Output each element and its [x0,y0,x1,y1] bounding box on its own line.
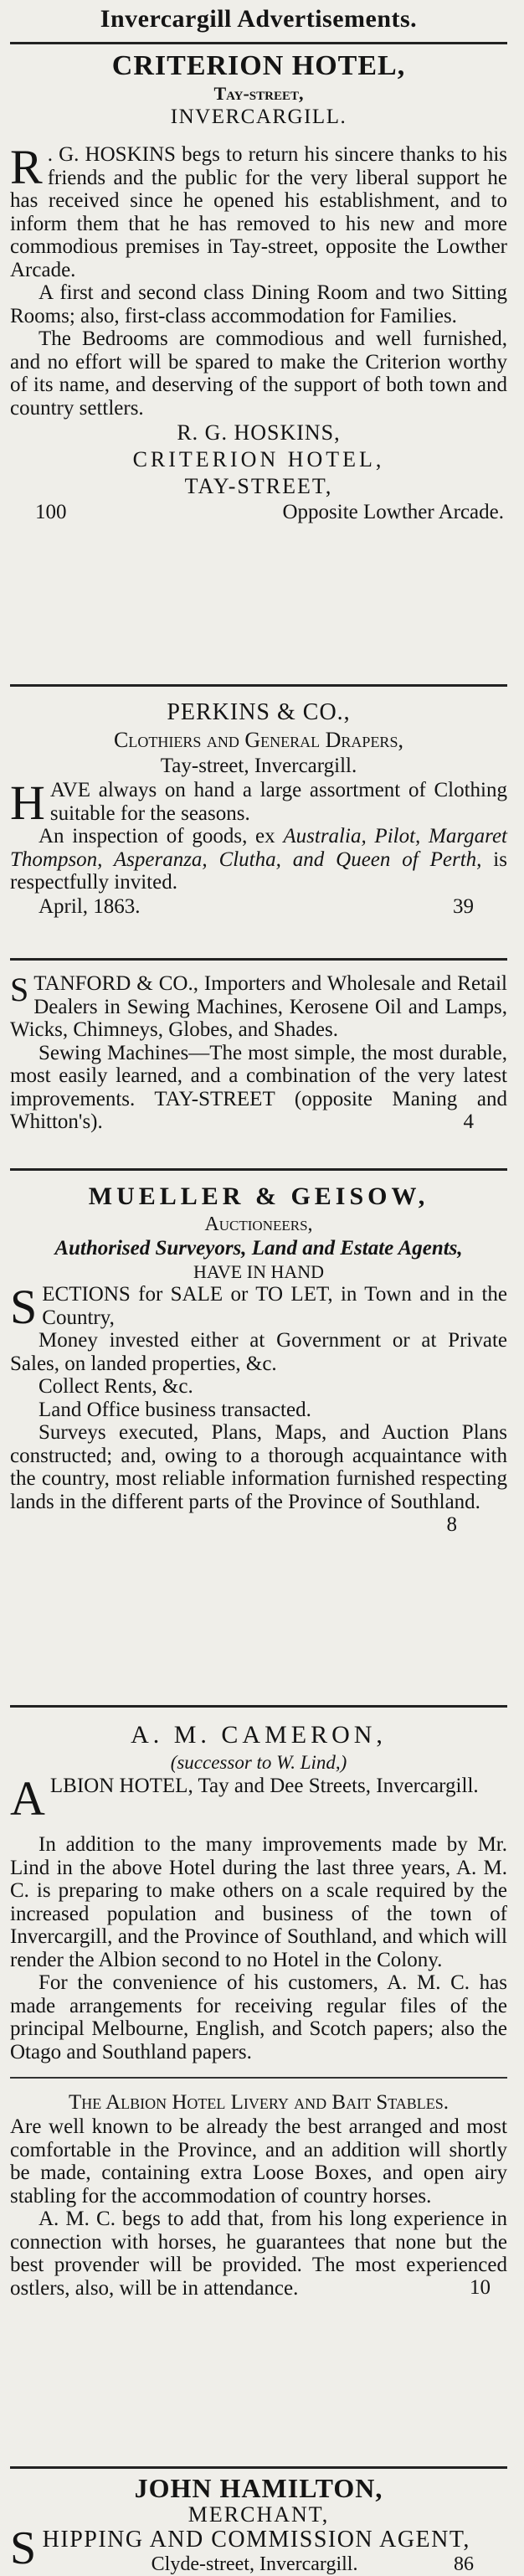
ad-paragraph: A first and second class Dining Room and two Sitting Rooms; also, first-class accommodation for Families. [10,281,507,327]
drop-cap: S [10,2522,38,2574]
masthead-rule [10,42,507,44]
ad-hotel-name: CRITERION HOTEL, [132,447,385,471]
ad-paragraph: ECTIONS for SALE or TO LET, in Town and in the Country, [42,1283,507,1329]
ad-paragraph: An inspection of goods, ex Australia, Pilot, Margaret Thompson, Asperanza, Clutha, and Queen of Perth, is respectfully invited. [10,825,507,894]
ad-trade: Clothiers and General Drapers, [114,728,403,752]
ad-paragraph: . G. HOSKINS begs to return his sincere thanks to his friends and the public for the very liberal support he has received since he opened his establishment, and to inform them that he has removed to his new and more commodious premises in Tay-street, opposite the Lowther Arcade. [10,143,507,281]
ad-number: 8 [446,1513,457,1536]
ad-role-2: Authorised Surveyors, Land and Estate Agents, [54,1237,463,1260]
masthead: Invercargill Advertisements. [100,5,418,33]
divider [10,1705,507,1708]
ad-number: 4 [463,1110,474,1133]
ad-paragraph: Collect Rents, &c. [39,1375,193,1398]
ad-number: 86 [454,2553,474,2575]
section-rule [10,2077,507,2079]
divider [10,958,507,961]
ad-address: TAY-STREET, [184,474,333,498]
divider [10,2466,507,2469]
ad-paragraph: TANFORD & CO., Importers and Wholesale and Retail Dealers in Sewing Machines, Kerosene Oil and Lamps, Wicks, Chimneys, Globes, and Shades. [10,972,507,1041]
ad-john-hamilton [10,2474,507,2574]
ad-paragraph: Surveys executed, Plans, Maps, and Auction Plans constructed; and, owing to a thorough acquaintance with the country, most reliable information furnished respecting lands in the different parts of the Province of Southland. [10,1421,507,1513]
drop-cap: R [10,140,43,194]
ad-title: PERKINS & CO., [167,699,351,725]
ad-address: Tay-street, Invercargill. [160,755,357,777]
livery-title: The Albion Hotel Livery and Bait Stables. [68,2091,450,2114]
ad-successor: (successor to W. Lind,) [170,1752,347,1773]
ad-title: JOHN HAMILTON, [134,2473,383,2503]
ad-paragraph: For the convenience of his customers, A. M. C. has made arrangements for receiving regular files of the principal Melbourne, English, and Scotch papers; also the Otago and Southland papers. [10,1971,507,2063]
ad-stanford [10,966,507,1163]
ad-paragraph: Land Office business transacted. [39,1398,311,1421]
ad-number: 10 [470,2276,491,2299]
drop-cap: S [10,1280,38,1334]
ad-paragraph: AVE always on hand a large assortment of Clothing suitable for the seasons. [49,779,507,825]
ad-city: INVERCARGILL. [170,106,347,128]
ad-title: A. M. CAMERON, [131,1721,387,1749]
divider [10,684,507,687]
ad-criterion-hotel [10,49,507,679]
ad-have: HAVE IN HAND [193,1261,325,1282]
ad-number: 100 [35,501,67,523]
ad-address: Clyde-street, Invercargill. [151,2553,358,2575]
drop-cap: H [10,775,45,830]
ad-date: April, 1863. [39,894,141,918]
ad-location: Opposite Lowther Arcade. [282,501,504,523]
ad-paragraph: Sewing Machines—The most simple, the most durable, most easily learned, and a combination of the very latest improvements. TAY-STREET (opposite Maning and Whitton's). [10,1041,507,1133]
ad-title: MUELLER & GEISOW, [88,1182,429,1210]
drop-cap: A [10,1771,45,1826]
ad-paragraph: Are well known to be already the best arranged and most comfortable in the Province, and an addition will shortly be made, containing extra Loose Boxes, and open airy stabling for the accommodation of country horses. [10,2115,507,2208]
ad-paragraph: A. M. C. begs to add that, from his long experience in connection with horses, he guarantees that none but the best provender will be provided. The most experienced ostlers, also, will be in attendance. [10,2208,507,2300]
ad-role: Auctioneers, [204,1213,313,1235]
ad-signer: R. G. HOSKINS, [177,420,341,445]
divider [10,1168,507,1171]
ad-perkins [10,692,507,953]
ad-line: HIPPING AND COMMISSION AGENT, [42,2527,470,2553]
ad-paragraph: In addition to the many improvements made by Mr. Lind in the above Hotel during the last three years, A. M. C. is preparing to make others on a scale required by the increased population and business of the town of Invercargill, and the Province of Southland, and which will render the Albion second to no Hotel in the Colony. [10,1833,507,1971]
ad-paragraph: The Bedrooms are commodious and well furnished, and no effort will be spared to make the Criterion worthy of its name, and deserving of the support of both town and country settlers. [10,327,507,420]
ad-street: Tay-street, [213,83,304,104]
ad-paragraph: Money invested either at Government or at Private Sales, on landed properties, &c. [10,1329,507,1375]
ad-mueller-geisow [10,1176,507,1700]
ad-hotel-line: LBION HOTEL, Tay and Dee Streets, Invercargill. [49,1775,479,1797]
ad-cameron-albion [10,1713,507,2461]
ad-number: 39 [453,894,474,918]
ad-title: CRITERION HOTEL, [111,50,406,81]
ship-names: Australia, Pilot, Margaret Thompson, Asperanza, Clutha, and Queen of Perth, [10,825,507,871]
ad-role: MERCHANT, [188,2502,330,2527]
drop-cap: S [10,971,29,1008]
